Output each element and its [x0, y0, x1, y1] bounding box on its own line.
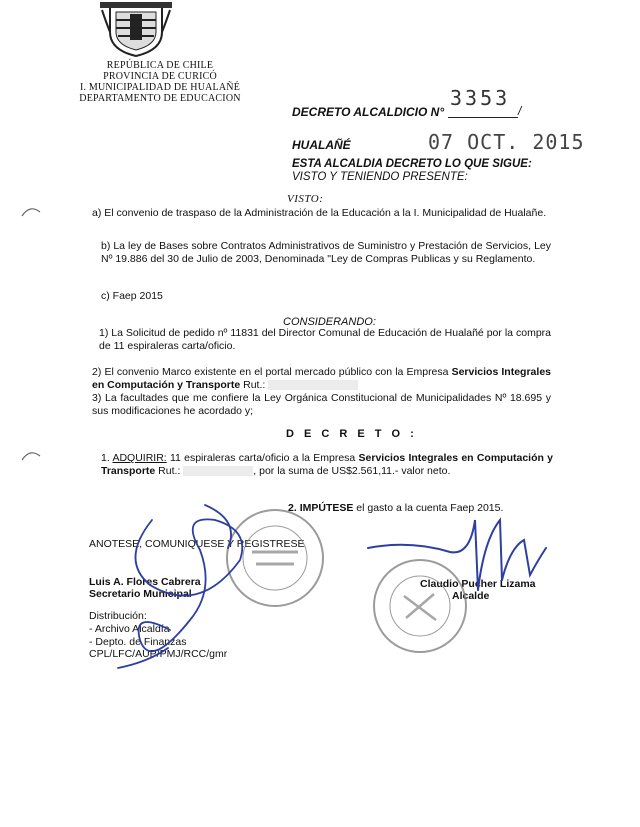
decreto-1-amount: , por la suma de US$2.561,11.- valor neto.: [253, 465, 451, 477]
decree-place: HUALAÑÉ: [292, 138, 351, 152]
institution-header: [60, 60, 260, 104]
distribution-heading: Distribución:: [89, 610, 147, 622]
decreto-1-company: Servicios Integrales en Computación y Transporte: [101, 452, 553, 477]
visto-heading: VISTO:: [287, 193, 324, 205]
decreto-2-verb: IMPÚTESE: [299, 502, 354, 514]
decree-number-stamp: 3353: [450, 86, 511, 110]
decree-number-slash: /: [518, 104, 522, 118]
decreto-1-verb: ADQUIRIR:: [112, 452, 167, 464]
distribution-item: - Archivo Alcaldía: [89, 623, 170, 635]
visto-intro: VISTO Y TENIENDO PRESENTE:: [292, 171, 468, 183]
decree-number-label: DECRETO ALCALDICIO N°: [292, 105, 445, 119]
redacted-rut-1: [268, 380, 358, 390]
considerando-heading: CONSIDERANDO:: [283, 316, 376, 328]
decree-number-underline: [448, 117, 518, 118]
decreto-2-number: 2.: [288, 502, 300, 514]
decreto-item-1: [101, 452, 553, 478]
considerando-2-company: Servicios Integrales en Computación y Transporte: [92, 366, 551, 391]
date-stamp: 07 OCT. 2015: [428, 130, 585, 154]
anotese-line: ANOTESE, COMUNIQUESE Y REGISTRESE: [89, 538, 305, 550]
header-line-municipality: I. MUNICIPALIDAD DE HUALAÑÉ: [79, 82, 241, 93]
secretary-title: Secretario Municipal: [89, 588, 192, 600]
considerando-2-rut: Rut.:: [240, 379, 266, 391]
mayor-name: Claudio Pucher Lizama: [420, 578, 536, 590]
secretary-name: Luis A. Flores Cabrera: [89, 576, 201, 588]
header-line-department: DEPARTAMENTO DE EDUCACION: [79, 93, 241, 104]
considerando-item-2: [92, 366, 551, 392]
decreto-1-text: 11 espiraleras carta/oficio a la Empresa: [166, 452, 359, 464]
distribution-item: - Depto. de Finanzas: [89, 636, 187, 648]
decreto-heading: D E C R E T O :: [286, 428, 418, 440]
visto-item-c: c) Faep 2015: [101, 290, 163, 302]
decree-intro: ESTA ALCALDIA DECRETO LO QUE SIGUE:: [292, 158, 532, 170]
coat-of-arms-logo: [100, 2, 172, 58]
header-line-province: PROVINCIA DE CURICÓ: [103, 71, 217, 82]
mayor-seal-stamp: [374, 560, 466, 652]
considerando-item-1: 1) La Solicitud de pedido nº 11831 del Director Comunal de Educación de Hualañé por la compra de 11 espiraleras carta/oficio.: [99, 327, 551, 352]
punch-hole-mark: [22, 209, 40, 216]
decreto-1-number: 1.: [101, 452, 113, 464]
punch-hole-mark: [22, 453, 40, 460]
distribution-copies: CPL/LFC/AUP/PMJ/RCC/gmr: [89, 648, 228, 660]
decreto-2-text: el gasto a la cuenta Faep 2015.: [353, 502, 504, 514]
header-line-country: REPÚBLICA DE CHILE: [106, 60, 214, 71]
decreto-item-2: [288, 502, 503, 514]
secretary-seal-stamp: [227, 510, 323, 606]
redacted-rut-2: [183, 466, 253, 476]
decreto-1-rut: Rut.:: [155, 465, 181, 477]
considerando-item-3: 3) La facultades que me confiere la Ley Orgánica Constitucional de Municipalidades Nº 18.695 y sus modificaciones he acordado y;: [92, 392, 551, 417]
visto-item-a: a) El convenio de traspaso de la Administración de la Educación a la I. Municipalidad de Hualañe.: [92, 207, 547, 219]
mayor-title: Alcalde: [452, 590, 490, 602]
visto-item-b: b) La ley de Bases sobre Contratos Administrativos de Suministro y Prestación de Servicios, Ley Nº 19.886 del 30 de Julio de 2003, Denominada "Ley de Compras Publicas y su Reglamento.: [101, 240, 551, 265]
considerando-2-text: 2) El convenio Marco existente en el portal mercado público con la Empresa: [92, 366, 452, 378]
